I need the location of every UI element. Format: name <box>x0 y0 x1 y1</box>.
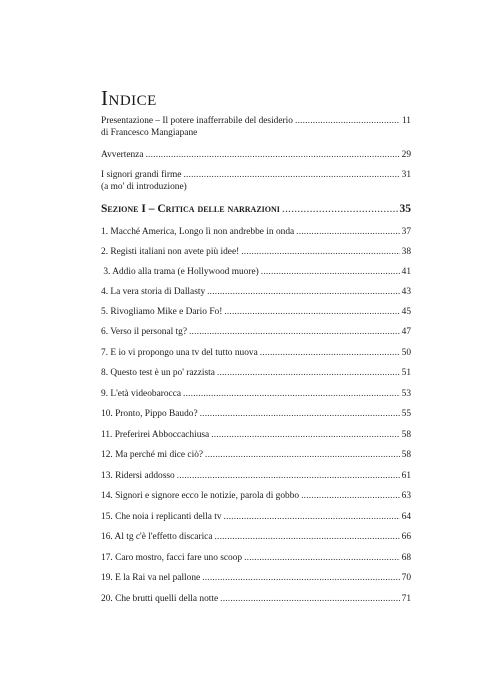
toc-entry-presentazione[interactable] <box>101 116 411 139</box>
chapter-title: 10. Pronto, Pippo Baudo? <box>101 409 198 419</box>
toc-chapter[interactable] <box>101 491 411 503</box>
toc-chapter[interactable] <box>101 368 411 380</box>
dot-leader <box>205 450 400 462</box>
page-title: Indice <box>101 86 157 110</box>
toc-entry-subtitle: (a mo' di introduzione) <box>101 181 187 192</box>
toc-chapter[interactable] <box>101 348 411 360</box>
chapter-title: 3. Addio alla trama (e Hollywood muore) <box>101 267 259 277</box>
chapter-page: 45 <box>401 307 411 317</box>
dot-leader <box>215 532 400 544</box>
toc-entry-title: Avvertenza <box>101 150 144 160</box>
dot-leader <box>189 327 400 339</box>
toc-entry-page: 31 <box>401 170 411 180</box>
dot-leader <box>224 512 400 524</box>
dot-leader <box>146 150 400 162</box>
toc-chapter[interactable] <box>101 430 411 442</box>
dot-leader <box>244 553 400 565</box>
chapter-page: 64 <box>401 512 411 522</box>
toc-entry-avvertenza[interactable] <box>101 150 411 162</box>
chapter-title: 6. Verso il personal tg? <box>101 327 188 337</box>
toc-chapter[interactable] <box>101 553 411 565</box>
chapter-page: 51 <box>401 368 411 378</box>
dot-leader <box>301 491 400 503</box>
dot-leader <box>295 116 400 128</box>
chapter-title: 16. Al tg c'è l'effetto discarica <box>101 532 213 542</box>
toc-chapter[interactable] <box>101 532 411 544</box>
toc-chapter[interactable] <box>101 573 411 585</box>
chapter-title: 2. Registi italiani non avete più idee! <box>101 247 240 257</box>
toc-chapter[interactable] <box>101 247 411 259</box>
chapter-page: 50 <box>401 348 411 358</box>
chapter-title: 1. Macché America, Longo lì non andrebbe in onda <box>101 227 295 237</box>
toc-chapter[interactable] <box>101 327 411 339</box>
toc-chapter[interactable] <box>101 450 411 462</box>
chapter-title: 13. Ridersi addosso <box>101 471 175 481</box>
chapter-page: 38 <box>401 247 411 257</box>
toc-chapter[interactable] <box>101 409 411 421</box>
section-page: 35 <box>399 203 411 215</box>
dot-leader <box>202 573 399 585</box>
dot-leader <box>220 594 399 606</box>
toc-chapter[interactable] <box>101 471 411 483</box>
chapter-title: 15. Che noia i replicanti della tv <box>101 512 222 522</box>
dot-leader <box>282 204 398 216</box>
chapter-page: 43 <box>401 287 411 297</box>
chapter-title: 19. E la Rai va nel pallone <box>101 573 201 583</box>
chapter-page: 61 <box>401 471 411 481</box>
dot-leader <box>261 267 400 279</box>
chapter-title: 12. Ma perché mi dice ciò? <box>101 450 204 460</box>
toc-entry-title: Presentazione – Il potere inafferrabile del desiderio <box>101 116 293 126</box>
chapter-title: 17. Caro mostro, facci fare uno scoop <box>101 553 243 563</box>
chapter-title: 9. L'età videobarocca <box>101 389 182 399</box>
chapter-page: 41 <box>401 267 411 277</box>
toc-chapter[interactable] <box>101 389 411 401</box>
toc-chapter[interactable] <box>101 287 411 299</box>
chapter-page: 70 <box>401 573 411 583</box>
chapter-title: 20. Che brutti quelli della notte <box>101 594 219 604</box>
dot-leader <box>183 389 400 401</box>
dot-leader <box>200 409 400 421</box>
dot-leader <box>183 170 399 182</box>
toc-chapter[interactable] <box>101 227 411 239</box>
chapter-title: 14. Signori e signore ecco le notizie, parola di gobbo <box>101 491 300 501</box>
chapter-page: 71 <box>401 594 411 604</box>
chapter-page: 47 <box>401 327 411 337</box>
chapter-page: 58 <box>401 450 411 460</box>
toc-entry-signori-grandi-firme[interactable] <box>101 170 411 193</box>
dot-leader <box>217 368 400 380</box>
chapter-title: 4. La vera storia di Dallasty <box>101 287 206 297</box>
toc-entry-subtitle: di Francesco Mangiapane <box>101 127 198 138</box>
chapter-title: 5. Rivogliamo Mike e Dario Fo! <box>101 307 223 317</box>
chapter-page: 55 <box>401 409 411 419</box>
dot-leader <box>260 348 400 360</box>
dot-leader <box>241 247 399 259</box>
chapter-title: 11. Preferirei Abboccachiusa <box>101 430 210 440</box>
toc-entry-page: 11 <box>401 116 411 126</box>
dot-leader <box>224 307 399 319</box>
chapter-title: 7. E io vi propongo una tv del tutto nuova <box>101 348 258 358</box>
chapter-page: 53 <box>401 389 411 399</box>
toc-section-heading[interactable] <box>101 204 411 216</box>
chapter-page: 63 <box>401 491 411 501</box>
toc-chapter[interactable] <box>101 307 411 319</box>
chapter-page: 37 <box>401 227 411 237</box>
chapter-page: 58 <box>401 430 411 440</box>
toc-entry-page: 29 <box>401 150 411 160</box>
dot-leader <box>177 471 400 483</box>
chapter-page: 66 <box>401 532 411 542</box>
chapter-page: 68 <box>401 553 411 563</box>
toc-chapter[interactable] <box>101 594 411 606</box>
toc-entry-title: I signori grandi firme <box>101 170 182 180</box>
toc-chapter[interactable] <box>101 512 411 524</box>
dot-leader <box>207 287 399 299</box>
section-title: Sezione I – Critica delle narrazioni <box>101 203 280 215</box>
toc-chapter[interactable] <box>101 267 411 279</box>
dot-leader <box>296 227 399 239</box>
chapter-title: 8. Questo test è un po' razzista <box>101 368 215 378</box>
dot-leader <box>211 430 399 442</box>
